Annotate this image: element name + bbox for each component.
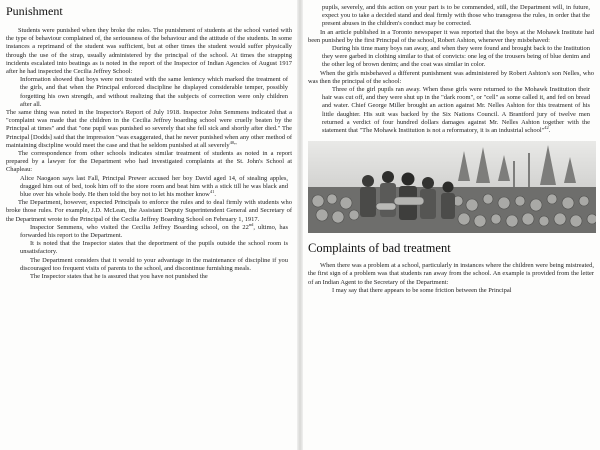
quote-text: Inspector Semmens, who visited the Cecilia Jeffrey Boarding school, on the 22 xyxy=(30,223,249,231)
footnote-ref: 40 xyxy=(229,139,235,145)
block-quote xyxy=(20,175,288,200)
quote-tail: . xyxy=(214,191,216,199)
paragraph-text: The same thing was noted in the Inspector's Report of July 1918. Inspector John Semmens indicated that a "complaint was made that the children in the Cecilia Jeffrey boarding school were cruelly beaten by the Principal at times" and that "one pupil was punished so severely that she fell sick and shortly after died." The Principal [Dodds] said that the impression "was exaggerated, that he never punished when any other method of maintaining discipline would meet the case and that he seldom punished at all severely xyxy=(6,109,292,149)
quote-text: Alice Naogaon says last Fall, Principal Prewer accused her boy David aged 14, of stealing apples, dragged him out of bed, took him off to the store room and beat him with a stick till he was black and blue over his whole body. He then told the boy not to let his mother know xyxy=(20,174,288,199)
paragraph: When there was a problem at a school, particularly in instances where the children were being mistreated, the first sign of a problem was that students ran away from the school. An example is provided from the letter of an Indian Agent to the Secretary of the Department: xyxy=(308,262,594,286)
paragraph xyxy=(6,109,292,150)
block-quote xyxy=(322,86,590,135)
paragraph: The correspondence from other schools indicates similar treatment of students as noted in a report prepared by a lawyer for the Department who had investigated complaints at the St. John's School at Chapleau: xyxy=(6,150,292,174)
block-quote: Information showed that boys were not treated with the same leniency which marked the treatment of the girls, and that when the Principal enforced discipline he displayed considerable temper, possibly forgetting his own strength, and without realizing that the subjects of correction were only children after all. xyxy=(20,76,288,108)
paragraph-tail: " xyxy=(234,141,237,149)
block-quote: The Department considers that it would to your advantage in the maintenance of discipline if you discouraged too frequent visits of parents to the school, and discontinue furnishing meals. xyxy=(20,256,288,272)
photo-illustration xyxy=(308,141,596,233)
section-title-punishment: Punishment xyxy=(6,4,63,18)
paragraph: Students were punished when they broke the rules. The punishment of students at the school varied with the type of behaviour complained of, the seriousness of the behaviour and the attitude of the students. In some instances a reprimand of the student was sufficient, but at other times the student would suffer physically through the use of the strap, usually administered by the principal of the school. At times the strapping incidents escalated into beatings as is noted in the report of the Inspector of Indian Agencies of August 1917 after he had inspected the Cecilia Jeffrey School: xyxy=(6,27,292,76)
block-quote: I may say that there appears to be some friction between the Principal xyxy=(332,286,512,294)
block-quote: It is noted that the Inspector states that the deportment of the pupils outside the school room is unsatisfactory. xyxy=(20,240,288,256)
block-quote: The Inspector states that he is assured that you have not punished the xyxy=(30,273,208,281)
block-quote: pupils, severely, and this action on your part is to be commended, still, the Department will, in future, expect you to take a decided stand and deal firmly with those who transgress the rules, in order that the present abuses in the children's conduct may be corrected. xyxy=(322,4,590,28)
paragraph: The Department, however, expected Principals to enforce the rules and to deal firmly with students who broke those rules. For example, J.D. McLean, the Assistant Deputy Superintendent General and Secretary of the Department wrote to the Principal of the Cecilia Jeffrey Boarding School on February 1, 1917. xyxy=(6,199,292,223)
quote-tail: , ultimo, has forwarded his report to the Department. xyxy=(20,223,288,240)
quote-tail: . xyxy=(548,127,551,135)
ordinal-suffix: nd xyxy=(248,221,254,227)
section-title-complaints: Complaints of bad treatment xyxy=(308,241,451,256)
footnote-ref: 41 xyxy=(209,188,215,194)
paragraph: When the girls misbehaved a different punishment was administered by Robert Ashton's son Nelles, who was then the principal of the school: xyxy=(308,69,594,85)
block-quote xyxy=(20,221,288,240)
right-page xyxy=(300,0,600,450)
footnote-ref: 42 xyxy=(544,124,549,130)
block-quote: During his time many boys ran away, and when they were found and brought back to the Institution they were garbed in clothing similar to that of convicts: one leg of the trousers being of blue denim and the other leg of brown denim; and the coat was similar in color. xyxy=(322,45,590,69)
paragraph: In an article published in a Toronto newspaper it was reported that the boys at the Mohawk Institute had been punished by the first Principal of the school, Robert Ashton, whenever they misbehaved: xyxy=(308,28,594,44)
historical-photo xyxy=(308,141,596,233)
quote-text: Three of the girl pupils ran away. When these girls were returned to the Mohawk Institution their hair was cut off, and they were shut up in the "dark room", or "cell" as some called it, and fed on bread and water. Chief George Miller brought an action against Mr. Nelles Ashton for this treatment of his little daughter. His suit was backed by the Six Nations Council. A Brantford jury of twelve men returned a verdict of four hundred dollars damages against Mr. Nelles Ashton together with the statement that "The Mohawk Institution is not a reformatory, it is an industrial school" xyxy=(322,86,590,135)
